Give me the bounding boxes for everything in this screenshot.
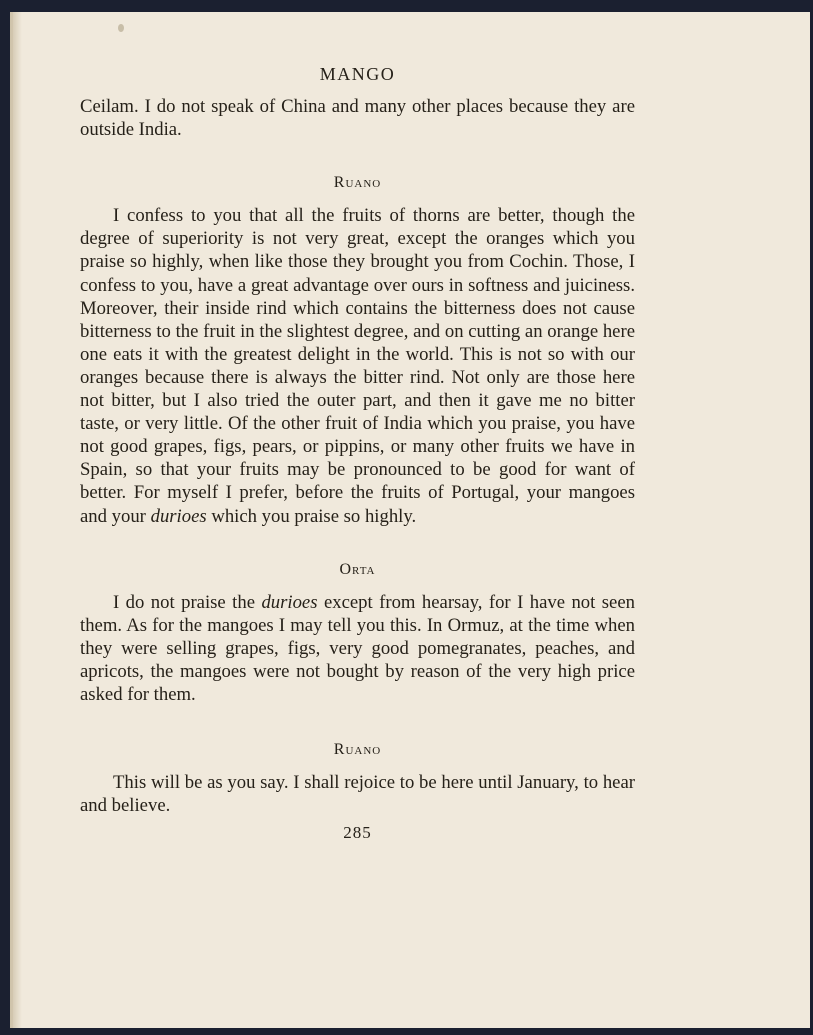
page-number: 285 (343, 823, 372, 843)
paragraph-continuation: Ceilam. I do not speak of China and many other places because they are outside India. (80, 96, 635, 141)
paragraph-ruano-2: This will be as you say. I shall rejoice to be here until January, to hear and believe. (80, 772, 635, 817)
paragraph-text-rest: except from hearsay, for I have not seen them. As for the mangoes I may tell you this. In Ormuz, at the time when they were selling grapes, figs, very good pomegranates, peaches, and apricots, the mangoes were not bought by reason of the very high price asked for them. (80, 591, 635, 706)
italic-term: durioes (150, 505, 207, 527)
speaker-heading-ruano: Ruano (333, 174, 382, 192)
paragraph-text-start: I do not praise the (113, 591, 255, 613)
paragraph-ruano-1 (80, 204, 635, 527)
italic-term: durioes (261, 591, 318, 613)
page-gutter-shadow (10, 12, 22, 1028)
page-text-block (80, 62, 635, 845)
paragraph-text: I confess to you that all the fruits of thorns are better, though the degree of superiority is not very great, except the oranges which you praise so highly, when like those they brought you from Cochin. Those, I confess to you, have a great advantage over ours in softness and juiciness. Moreover, their inside rind which contains the bitterness does not cause bitterness to the fruit in the slightest degree, and on cutting an orange here one eats it with the greatest delight in the world. This is not so with our oranges because there is always the bitter rind. Not only are those here not bitter, but I also tried the outer part, and then it gave me no bitter taste, or very little. Of the other fruit of India which you praise, you have not good grapes, figs, pears, or pippins, or many other fruits we have in Spain, so that your fruits may be pronounced to be good for want of better. For myself I prefer, before the fruits of Portugal, your mangoes and your (80, 205, 635, 527)
running-head: MANGO (319, 64, 396, 84)
paragraph-text-end: which you praise so highly. (211, 505, 417, 527)
paragraph-orta (80, 591, 635, 706)
speaker-heading-ruano: Ruano (333, 741, 382, 759)
speaker-heading-orta: Orta (339, 560, 376, 578)
paper-speck (118, 24, 124, 32)
